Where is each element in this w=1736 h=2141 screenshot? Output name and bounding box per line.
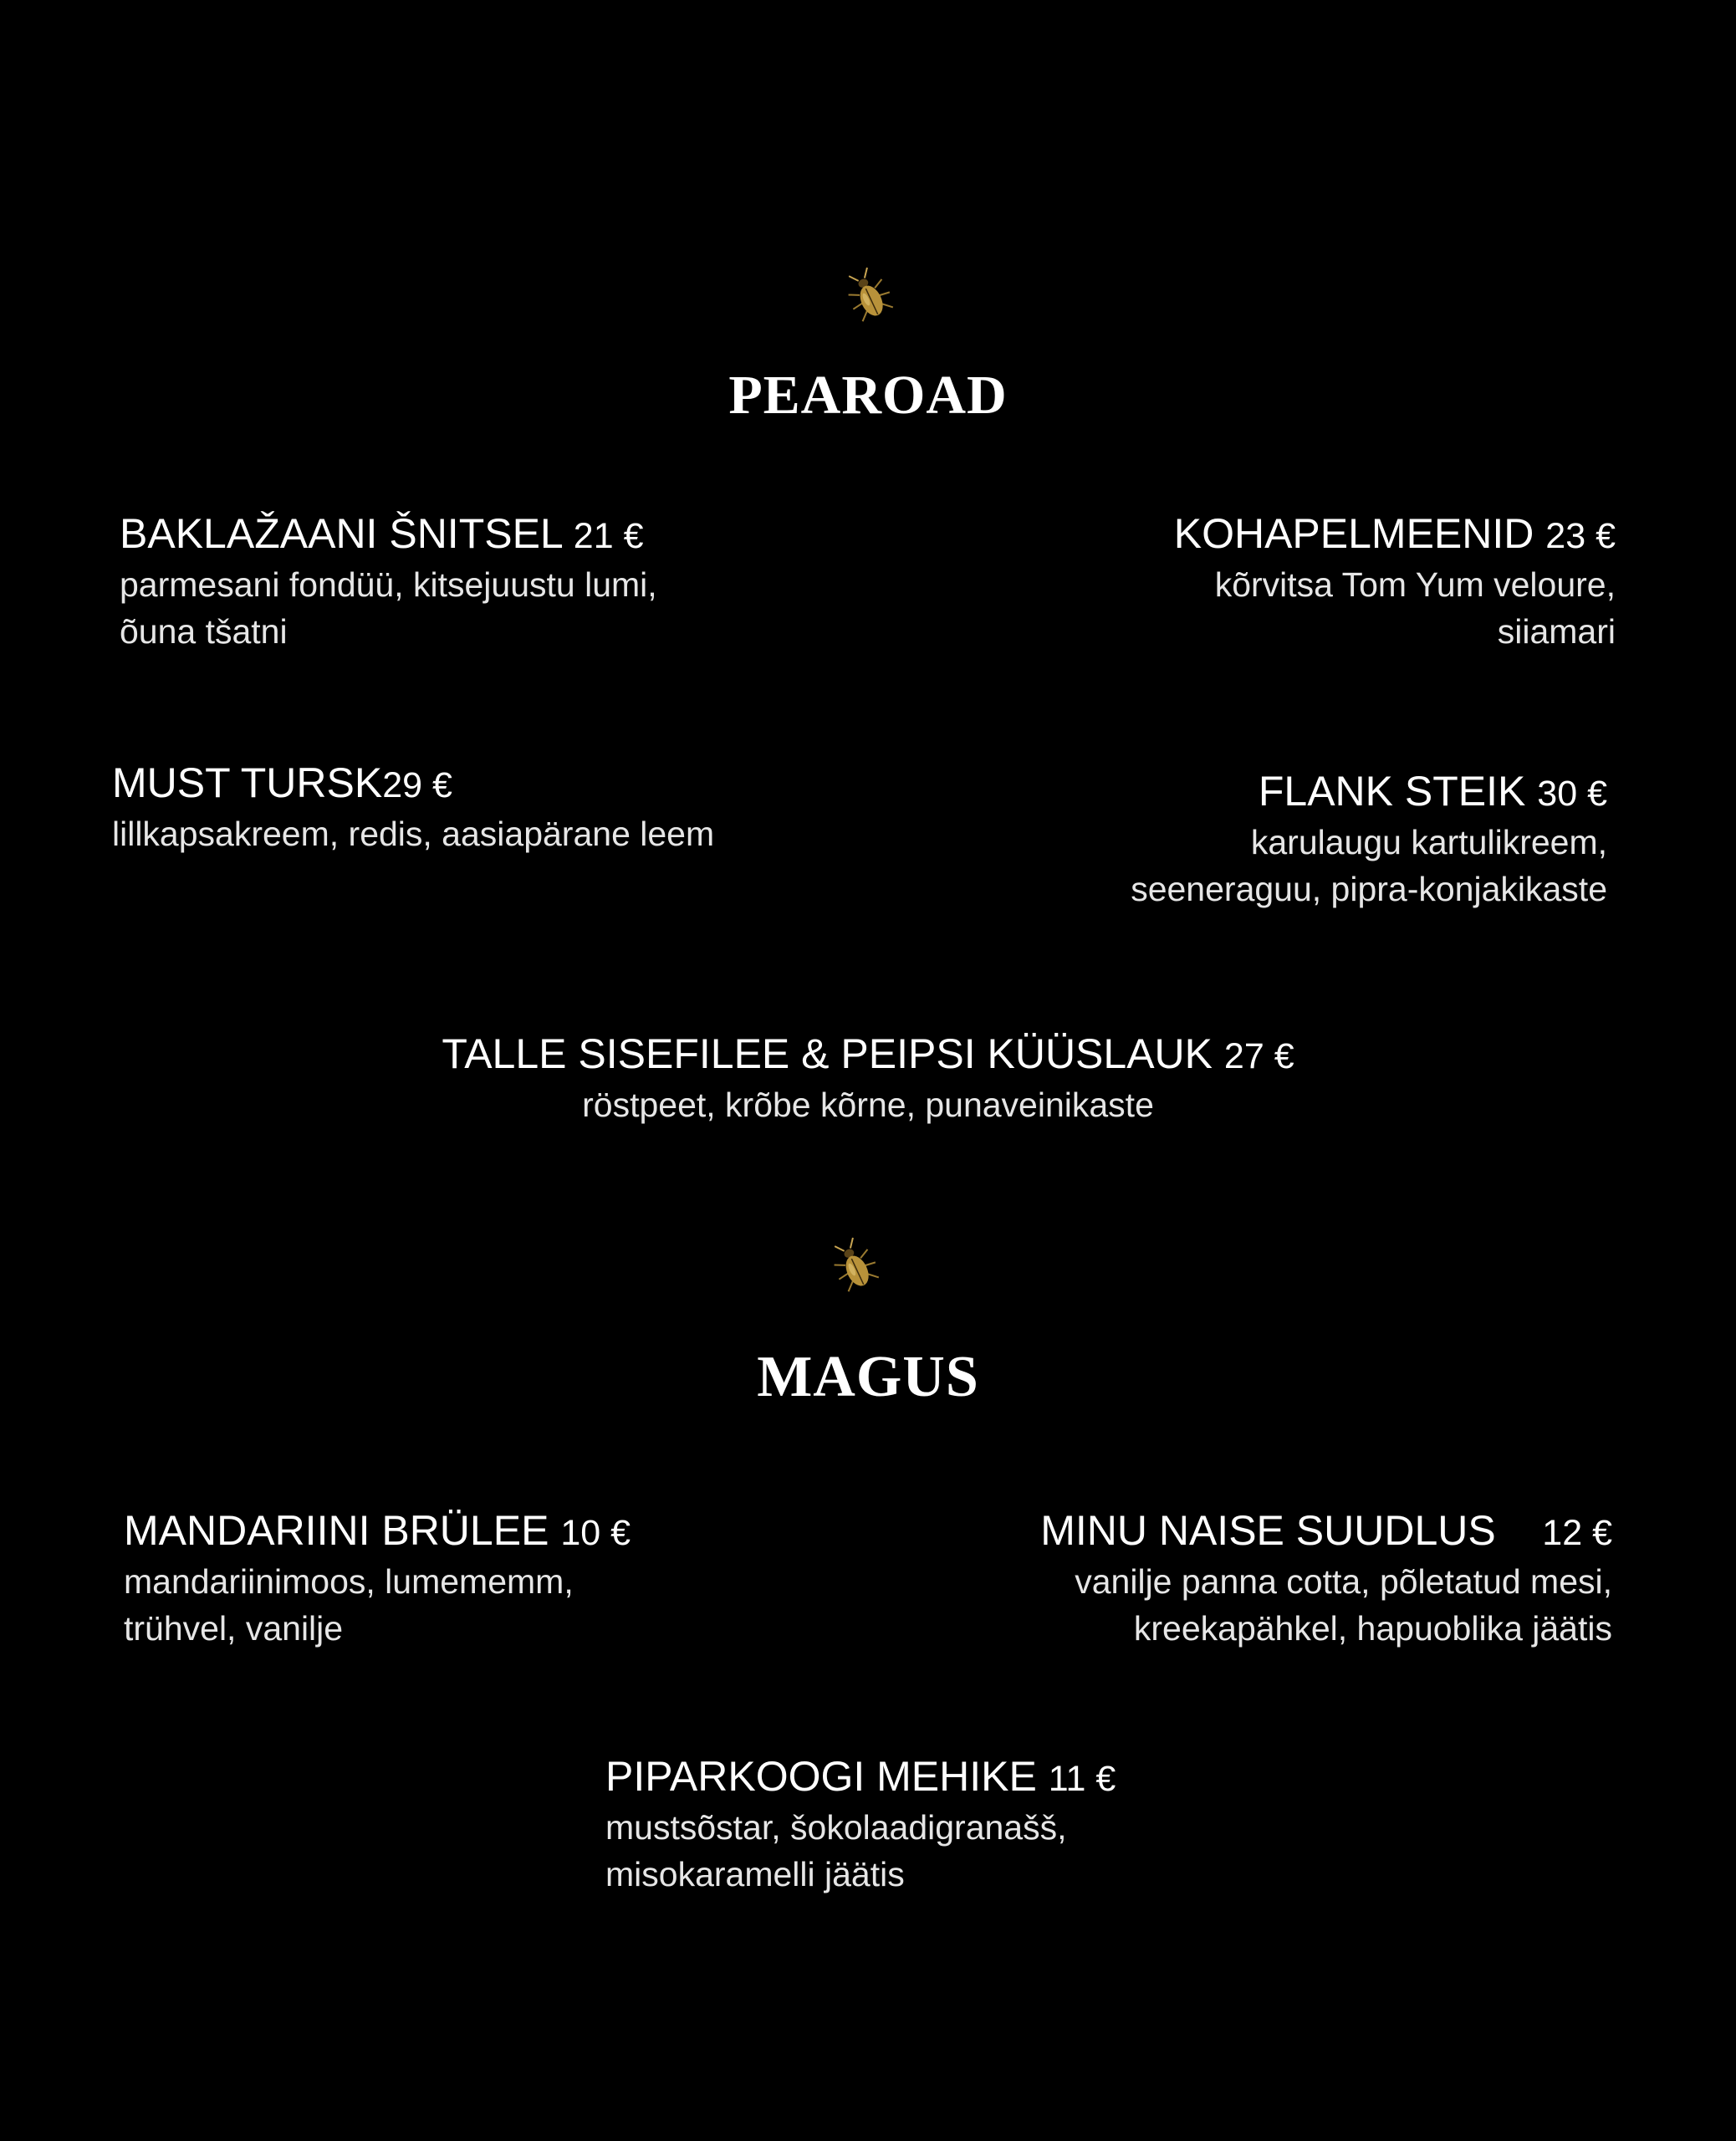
menu-item: [1040, 1505, 1612, 1652]
menu-item-price: 21 €: [573, 516, 644, 556]
menu-item-name: BAKLAŽAANI ŠNITSEL 21 €: [120, 510, 644, 557]
menu-item: [605, 1751, 1116, 1898]
menu-item-price: 11 €: [1048, 1759, 1116, 1799]
menu-item-description: trühvel, vanilje: [124, 1609, 344, 1648]
menu-item: [124, 1505, 631, 1652]
menu-item-price: 10 €: [560, 1513, 631, 1553]
menu-item-description: mandariinimoos, lumememm,: [124, 1562, 574, 1601]
beetle-icon: [830, 1236, 881, 1298]
menu-item-name: KOHAPELMEENID 23 €: [1173, 510, 1616, 557]
menu-item-price: 29 €: [382, 765, 452, 805]
menu-item-price: 30 €: [1537, 774, 1607, 814]
menu-item-description: kreekapähkel, hapuoblika jäätis: [1133, 1609, 1612, 1648]
menu-item-name: FLANK STEIK 30 €: [1258, 768, 1607, 815]
menu-item-description: vanilje panna cotta, põletatud mesi,: [1075, 1562, 1612, 1601]
menu-item-name: PIPARKOOGI MEHIKE 11 €: [605, 1753, 1116, 1800]
menu-item-description: kõrvitsa Tom Yum veloure,: [1214, 565, 1616, 604]
menu-item-description: röstpeet, krõbe kõrne, punaveinikaste: [582, 1086, 1154, 1124]
menu-item-price: 23 €: [1545, 516, 1616, 556]
menu-item: [1131, 766, 1607, 912]
menu-item-description: siiamari: [1497, 612, 1616, 651]
menu-item-description: lillkapsakreem, redis, aasiapärane leem: [112, 815, 715, 853]
menu-item-name: MUST TURSK29 €: [112, 759, 452, 806]
menu-item-name: TALLE SISEFILEE & PEIPSI KÜÜSLAUK 27 €: [442, 1030, 1294, 1077]
menu-item-price: 12 €: [1542, 1513, 1612, 1553]
menu-item-description: misokaramelli jäätis: [605, 1855, 905, 1893]
menu-item-price: 27 €: [1223, 1036, 1294, 1076]
menu-item-description: seeneraguu, pipra-konjakikaste: [1131, 870, 1607, 908]
menu-item-name: MINU NAISE SUUDLUS 12 €: [1040, 1507, 1612, 1554]
menu-item-description: karulaugu kartulikreem,: [1250, 823, 1607, 861]
menu-item-description: parmesani fondüü, kitsejuustu lumi,: [120, 565, 657, 604]
menu-item-description: õuna tšatni: [120, 612, 288, 651]
menu-item: [112, 758, 714, 857]
menu-item: [1174, 508, 1616, 655]
menu-item: [0, 1029, 1736, 1128]
menu-item-name: MANDARIINI BRÜLEE 10 €: [124, 1507, 631, 1554]
section-title-pearoad: PEAROAD: [728, 365, 1008, 426]
beetle-icon: [845, 266, 895, 328]
section-title-magus: MAGUS: [757, 1345, 979, 1409]
menu-item: [120, 508, 657, 655]
menu-item-description: mustsõstar, šokolaadigranašš,: [605, 1808, 1067, 1847]
